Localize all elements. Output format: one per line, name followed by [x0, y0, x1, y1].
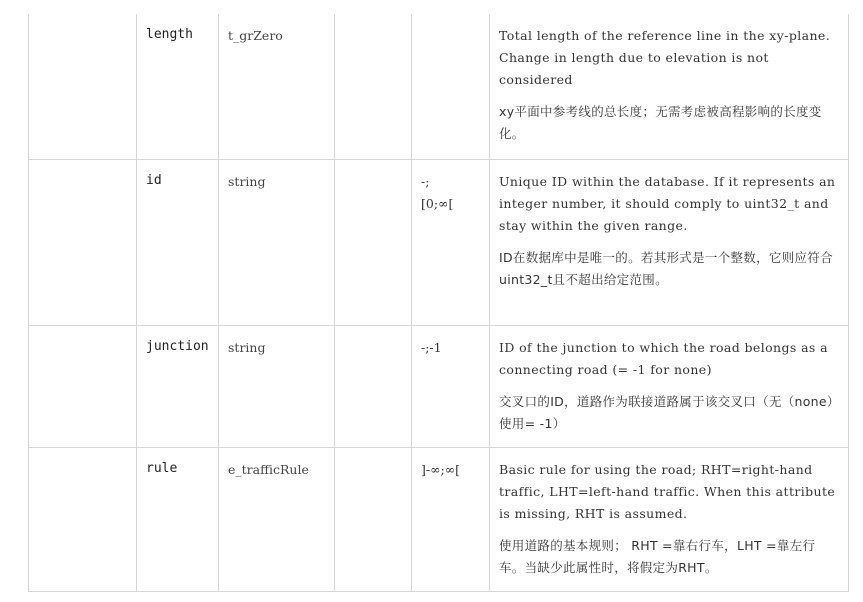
description-english: Total length of the reference line in the xy-plane. Change in length due to elevation is not considered: [499, 28, 831, 87]
range-line-2: [0;∞[: [421, 195, 454, 211]
attribute-range: [412, 14, 490, 159]
attribute-range: [412, 159, 490, 325]
attribute-name: rule: [137, 447, 219, 591]
attribute-description: [490, 159, 849, 325]
attribute-table: [28, 14, 849, 592]
range-line-1: ]-∞;∞[: [421, 461, 461, 477]
element-cell: [29, 14, 137, 159]
attribute-description: [490, 14, 849, 159]
element-cell: [29, 325, 137, 447]
attribute-unit: [335, 159, 412, 325]
attribute-name: junction: [137, 325, 219, 447]
element-cell: [29, 447, 137, 591]
range-line-1: -;: [421, 173, 430, 189]
attribute-unit: [335, 14, 412, 159]
table-row-rule: [29, 447, 849, 591]
attribute-range: [412, 447, 490, 591]
table-row-id: [29, 159, 849, 325]
table-row-length: [29, 14, 849, 159]
attribute-table-container: [28, 14, 848, 592]
description-english: Unique ID within the database. If it represents an integer number, it should comply to uint32_t and stay within the given range.: [499, 173, 836, 233]
description-chinese: xy平面中参考线的总长度；无需考虑被高程影响的长度变化。: [499, 104, 822, 141]
attribute-type: string: [219, 325, 335, 447]
attribute-range: [412, 325, 490, 447]
attribute-type: e_trafficRule: [219, 447, 335, 591]
attribute-type: string: [219, 159, 335, 325]
description-english: ID of the junction to which the road belongs as a connecting road (= -1 for none): [499, 339, 828, 377]
description-chinese: 使用道路的基本规则； RHT =靠右行车，LHT =靠左行车。当缺少此属性时，将假定为RHT。: [499, 537, 816, 575]
attribute-name: length: [137, 14, 219, 159]
description-chinese: 交叉口的ID，道路作为联接道路属于该交叉口（无（none）使用= -1）: [499, 393, 834, 431]
description-chinese: ID在数据库中是唯一的。若其形式是一个整数，它则应符合uint32_t且不超出给定范围。: [499, 249, 833, 287]
attribute-unit: [335, 325, 412, 447]
attribute-description: [490, 447, 849, 591]
description-english: Basic rule for using the road; RHT=right-hand traffic, LHT=left-hand traffic. When this attribute is missing, RHT is assumed.: [499, 461, 836, 521]
attribute-type: t_grZero: [219, 14, 335, 159]
element-cell: [29, 159, 137, 325]
attribute-description: [490, 325, 849, 447]
attribute-name: id: [137, 159, 219, 325]
table-row-junction: [29, 325, 849, 447]
attribute-unit: [335, 447, 412, 591]
range-line-1: -;-1: [421, 339, 442, 355]
